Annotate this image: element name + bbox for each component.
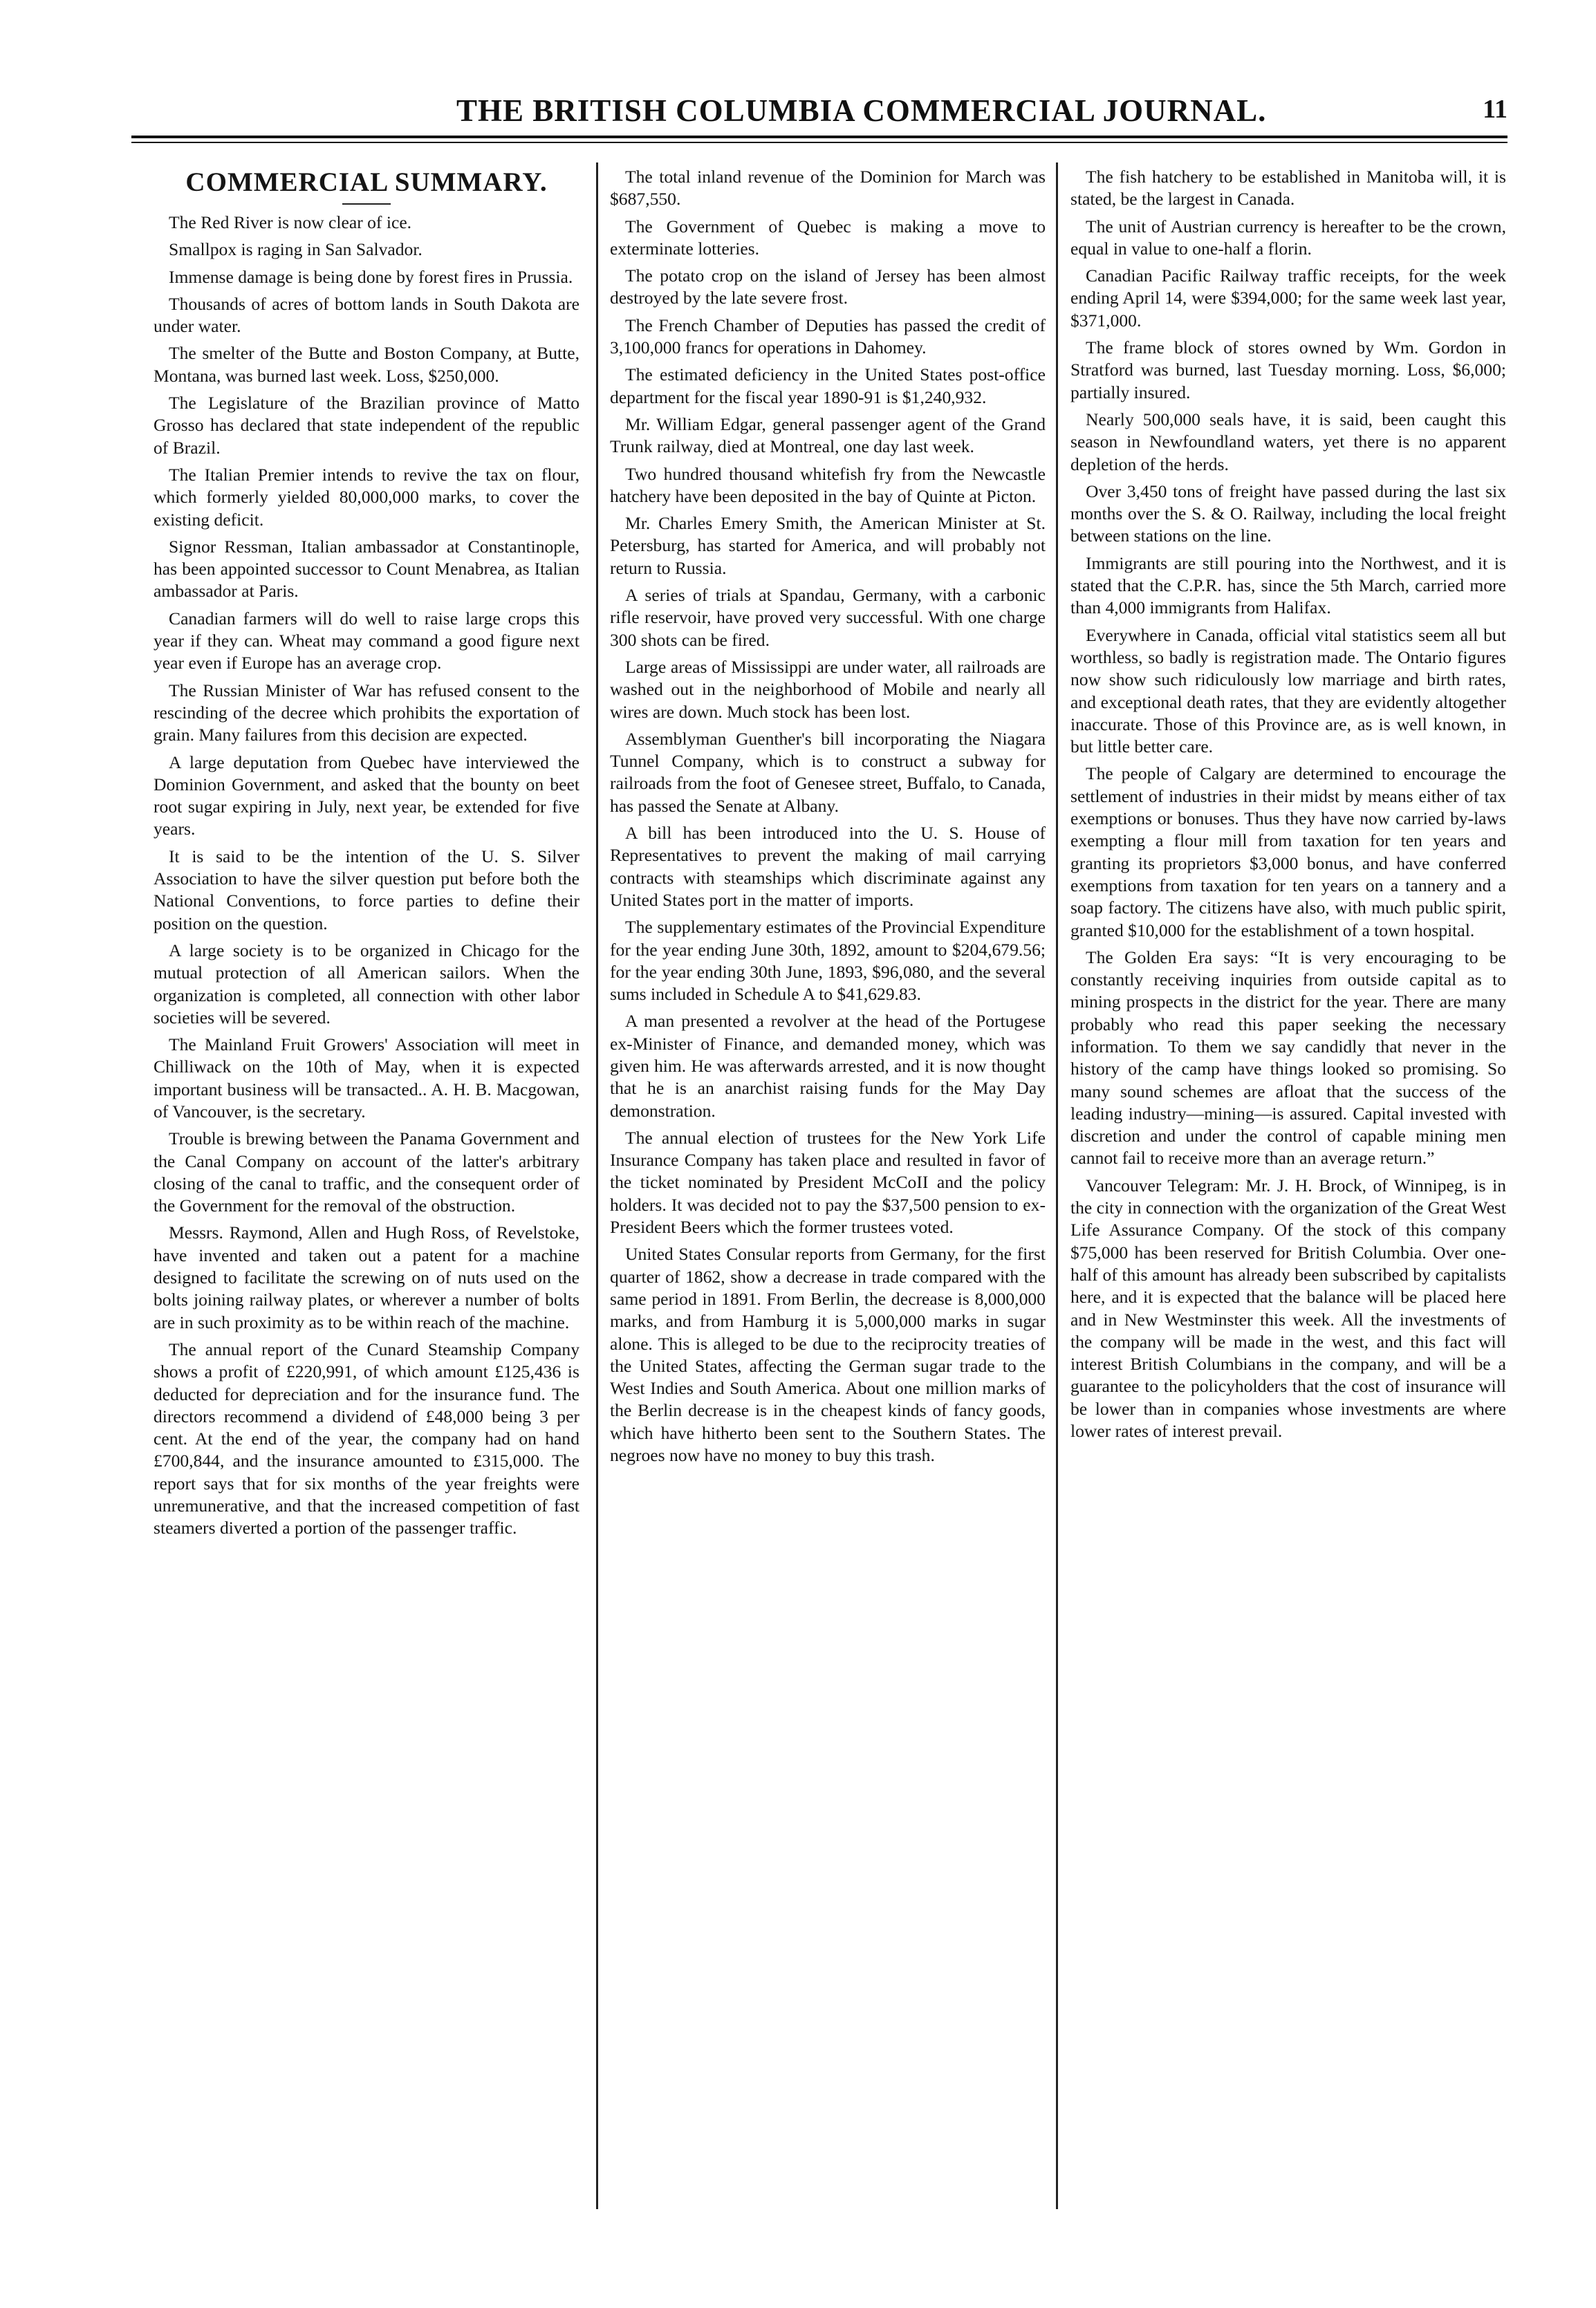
news-item: Over 3,450 tons of freight have passed during the last six months over the S. & O. Railway, including the local freight between stations on the line. xyxy=(1070,481,1506,546)
page-number: 11 xyxy=(1483,95,1507,124)
news-item: The French Chamber of Deputies has passed the credit of 3,100,000 francs for operations in Dahomey. xyxy=(610,315,1046,358)
news-item: The fish hatchery to be established in Manitoba will, it is stated, be the largest in Canada. xyxy=(1070,167,1506,210)
column-divider xyxy=(596,162,598,2209)
news-item: Thousands of acres of bottom lands in South Dakota are under water. xyxy=(154,293,579,337)
header-rule-thick xyxy=(131,136,1507,138)
news-item: The supplementary estimates of the Provincial Expenditure for the year ending June 30th, 1892, amount to $204,679.56; for the year ending 30th June, 1893, $96,080, and the several sums included in Schedule A to $41,629.83. xyxy=(610,917,1046,1005)
news-item: Mr. William Edgar, general passenger agent of the Grand Trunk railway, died at Montreal, one day last week. xyxy=(610,413,1046,457)
news-item: Immense damage is being done by forest fires in Prussia. xyxy=(169,266,573,287)
news-item: United States Consular reports from Germany, for the first quarter of 1862, show a decrease in trade compared with the same period in 1891. From Berlin, the decrease is 8,000,000 marks, and from Hamburg it is 5,000,000 marks in sugar alone. This is alleged to be due to the reciprocity treaties of the United States, affecting the German sugar trade to the West Indies and South America. About one million marks of the Berlin decrease is in the cheapest kinds of fancy goods, which have hitherto been sent to the Southern States. The negroes now have no money to buy this trash. xyxy=(610,1244,1046,1466)
news-item: A large deputation from Quebec have interviewed the Dominion Government, and asked that the bounty on beet root sugar expiring in July, next year, be extended for five years. xyxy=(154,752,579,839)
text-column-1 xyxy=(154,166,579,1545)
news-item: The annual election of trustees for the New York Life Insurance Company has taken place and resulted in favor of the ticket nominated by President McCoII and the policy holders. It was decided not to pay the $37,500 pension to ex-President Beers which the former trustees voted. xyxy=(610,1127,1046,1238)
column-divider xyxy=(1056,162,1058,2209)
news-item: The Red River is now clear of ice. xyxy=(169,212,412,232)
news-item: Messrs. Raymond, Allen and Hugh Ross, of Revelstoke, have invented and taken out a patent for a machine designed to facilitate the screwing on of nuts used on the bolts joining railway plates, or wherever a number of bolts are in such proximity as to be within reach of the machine. xyxy=(154,1222,579,1332)
news-item: The frame block of stores owned by Wm. Gordon in Stratford was burned, last Tuesday morning. Loss, $6,000; partially insured. xyxy=(1070,337,1506,402)
news-item: Two hundred thousand whitefish fry from the Newcastle hatchery have been deposited in the bay of Quinte at Picton. xyxy=(610,463,1046,506)
news-item: A large society is to be organized in Chicago for the mutual protection of all American sailors. When the organization is completed, all connection with other labor societies will be severed. xyxy=(154,940,579,1027)
news-item: Assemblyman Guenther's bill incorporating the Niagara Tunnel Company, which is to construct a subway for railroads from the foot of Genesee street, Buffalo, to Canada, has passed the Senate at Albany. xyxy=(610,728,1046,816)
news-item: A bill has been introduced into the U. S. House of Representatives to prevent the making of mail carrying contracts with steamships which discriminate against any United States port in the matter of imports. xyxy=(610,823,1046,910)
news-item: Vancouver Telegram: Mr. J. H. Brock, of Winnipeg, is in the city in connection with the organization of the Great West Life Assurance Company. Of the stock of this company $75,000 has been reserved for British Columbia. Over one-half of this amount has already been subscribed by capitalists here, and it is expected that the balance will be placed here and in New Westminster this week. All the investments of the company will be made in the west, and this fact will interest British Columbians in the company, and will be a guarantee to the policyholders that the cost of insurance will be lower than in companies whose investments are where lower rates of interest prevail. xyxy=(1070,1175,1506,1442)
news-item: The estimated deficiency in the United States post-office department for the fiscal year 1890-91 is $1,240,932. xyxy=(610,364,1046,407)
journal-title: THE BRITISH COLUMBIA COMMERCIAL JOURNAL. xyxy=(456,93,1267,128)
news-item: Canadian farmers will do well to raise large crops this year if they can. Wheat may command a good figure next year even if Europe has an average crop. xyxy=(154,608,579,673)
news-item: Signor Ressman, Italian ambassador at Constantinople, has been appointed successor to Count Menabrea, as Italian ambassador at Paris. xyxy=(154,536,579,602)
news-item: The total inland revenue of the Dominion for March was $687,550. xyxy=(610,167,1046,210)
news-item: Smallpox is raging in San Salvador. xyxy=(169,239,423,260)
text-column-3 xyxy=(1070,166,1506,1447)
news-item: It is said to be the intention of the U. S. Silver Association to have the silver question put before both the National Conventions, to force parties to define their position on the question. xyxy=(154,846,579,933)
news-item: The Italian Premier intends to revive the tax on flour, which formerly yielded 80,000,000 marks, to cover the existing deficit. xyxy=(154,464,579,530)
news-item: A series of trials at Spandau, Germany, with a carbonic rifle reservoir, have proved very successful. With one charge 300 shots can be fired. xyxy=(610,585,1046,650)
news-item: Trouble is brewing between the Panama Government and the Canal Company on account of the latter's arbitrary closing of the canal to traffic, and the consequent order of the Government for the removal of the obstruction. xyxy=(154,1128,579,1216)
news-item: The Government of Quebec is making a move to exterminate lotteries. xyxy=(610,216,1046,259)
news-item: Immigrants are still pouring into the Northwest, and it is stated that the C.P.R. has, since the 5th March, carried more than 4,000 immigrants from Halifax. xyxy=(1070,552,1506,618)
page-header xyxy=(131,89,1507,130)
news-item: Nearly 500,000 seals have, it is said, been caught this season in Newfoundland waters, yet there is no apparent depletion of the herds. xyxy=(1070,409,1506,474)
header-rule-thin xyxy=(131,142,1507,143)
news-item: The smelter of the Butte and Boston Company, at Butte, Montana, was burned last week. Loss, $250,000. xyxy=(154,343,579,386)
news-item: A man presented a revolver at the head of the Portugese ex-Minister of Finance, and demanded money, which was given him. He was afterwards arrested, and it is now thought that he is an anarchist raising funds for the May Day demonstration. xyxy=(610,1011,1046,1121)
news-item: Large areas of Mississippi are under water, all railroads are washed out in the neighborhood of Mobile and nearly all wires are down. Much stock has been lost. xyxy=(610,656,1046,722)
news-item: The Golden Era says: “It is very encouraging to be constantly receiving inquiries from outside capital as to mining prospects in the district for the year. There are many probably who read this paper seeking the necessary information. To them we say candidly that never in the history of the camp have things looked so promising. So many sound schemes are afloat that the success of the leading industry—mining—is assured. Capital invested with discretion and under the control of capable mining men cannot fail to receive more than an average return.” xyxy=(1070,947,1506,1169)
news-item: The potato crop on the island of Jersey has been almost destroyed by the late severe frost. xyxy=(610,266,1046,308)
news-item: The Legislature of the Brazilian province of Matto Grosso has declared that state independent of the republic of Brazil. xyxy=(154,393,579,458)
news-item: The Mainland Fruit Growers' Association will meet in Chilliwack on the 10th of May, when it is expected important business will be transacted.. A. H. B. Macgowan, of Vancouver, is the secretary. xyxy=(154,1034,579,1122)
news-item: The annual report of the Cunard Steamship Company shows a profit of £220,991, of which amount £125,436 is deducted for depreciation and for the insurance fund. The directors recommend a dividend of £48,000 being 3 per cent. At the end of the year, the company had on hand £700,844, and the insurance amounted to £315,000. The report says that for six months of the year freights were unremunerative, and that the increased competition of fast steamers diverted a portion of the passenger traffic. xyxy=(154,1339,579,1538)
news-item: Mr. Charles Emery Smith, the American Minister at St. Petersburg, has started for America, and will probably not return to Russia. xyxy=(610,513,1046,578)
news-item: The people of Calgary are determined to encourage the settlement of industries in their midst by means either of tax exemptions or bonuses. Thus they have now carried by-laws exempting a flour mill from taxation for ten years and granting its proprietors $3,000 bonus, and have conferred exemptions from taxation for ten years on a tannery and a soap factory. The citizens have also, with much public spirit, granted $10,000 for the establishment of a town hospital. xyxy=(1070,763,1506,940)
news-item: The unit of Austrian currency is hereafter to be the crown, equal in value to one-half a florin. xyxy=(1070,216,1506,259)
section-title: COMMERCIAL SUMMARY. xyxy=(185,167,548,197)
news-item: The Russian Minister of War has refused consent to the rescinding of the decree which prohibits the exportation of grain. Many failures from this decision are expected. xyxy=(154,680,579,745)
news-item: Canadian Pacific Railway traffic receipts, for the week ending April 14, were $394,000; for the same week last year, $371,000. xyxy=(1070,266,1506,331)
news-item: Everywhere in Canada, official vital statistics seem all but worthless, so badly is registration made. The Ontario figures now show such ridiculously low marriage and birth rates, and exceptional death rates, that they are evidently altogether inaccurate. Those of this Province are, as is well known, in but little better care. xyxy=(1070,624,1506,757)
section-title-rule xyxy=(342,203,391,205)
text-column-2 xyxy=(610,166,1046,1471)
